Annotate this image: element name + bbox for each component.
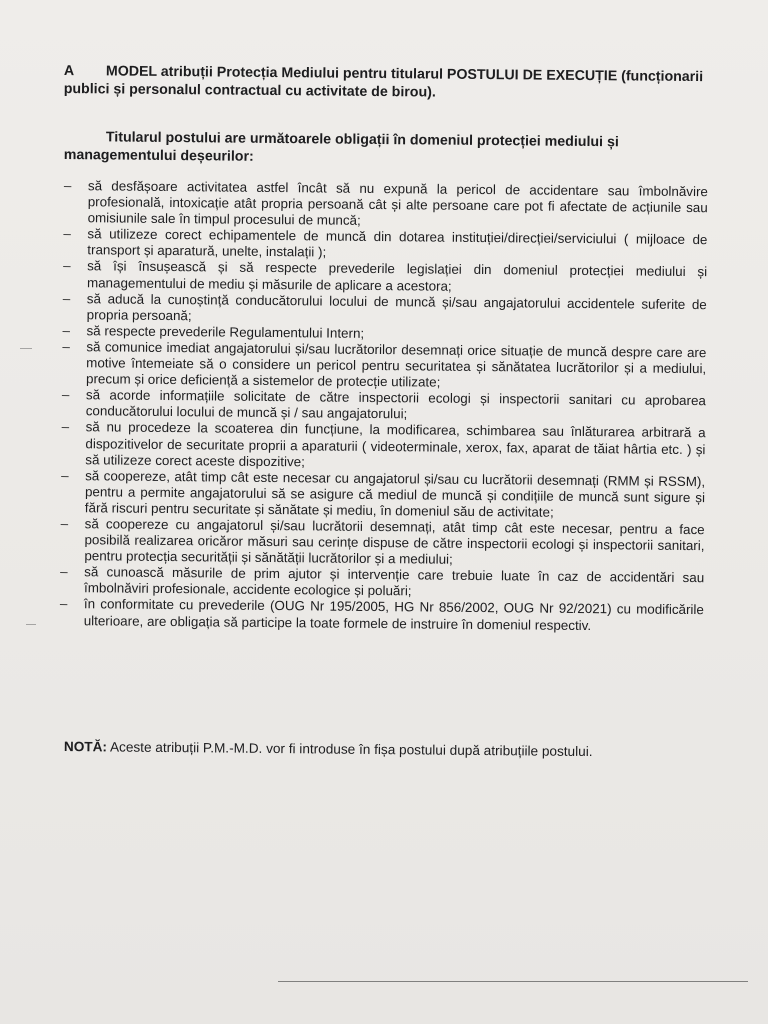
intro-paragraph: Titularul postului are următoarele obligații în domeniul protecției mediului și managementului deșeurilor: (63, 129, 619, 165)
dash-bullet: – (60, 515, 69, 532)
dash-bullet: – (61, 467, 69, 483)
duties-list (60, 178, 708, 635)
list-item (61, 419, 705, 473)
dash-bullet: – (61, 387, 70, 403)
list-item (61, 468, 705, 522)
list-item (62, 339, 706, 393)
document-title (64, 62, 714, 104)
dash-bullet: – (63, 226, 71, 242)
duty-text: să utilizeze corect echipamentele de muncă din dotarea instituției/direcției/serviciului ( mijloace de transport și aparatură, unelte, instalații ); (87, 226, 708, 260)
dash-bullet: – (61, 419, 70, 435)
dash-bullet: – (62, 322, 71, 338)
duty-text: să își însușească și să respecte prevederile legislației din domeniul protecției mediului și managementului de mediu și măsurile de aplicare a acestora; (86, 258, 708, 294)
duty-text: să aducă la cunoștință conducătorului locului de muncă și/sau angajatorului accidentele suferite de propria persoană; (86, 290, 707, 323)
list-item (60, 516, 704, 570)
duty-text: să cunoască măsurile de prim ajutor și intervenție care trebuie luate în caz de accidentări sau îmbolnăviri profesionale, accidente ecologice și poluări; (83, 564, 705, 599)
duty-text: să desfășoare activitatea astfel încât să nu expună la pericol de accidentare sau îmbolnăvire profesională, intoxicație atât propria persoană cât și alte persoane care pot fi afectate de acțiunile sau omisiunile sale în timpul procesului de muncă; (87, 178, 708, 229)
bottom-rule (278, 981, 748, 982)
note-paragraph (64, 738, 744, 762)
duty-text: în conformitate cu prevederile (OUG Nr 195/2005, HG Nr 856/2002, OUG Nr 92/2021) cu modificările ulterioare, are obligația să participe la toate formele de instruire în domeniul respectiv. (83, 596, 704, 633)
dash-bullet: – (62, 290, 71, 306)
note-label: NOTĂ: (63, 738, 108, 755)
list-item (64, 178, 708, 232)
dash-bullet: – (63, 258, 71, 274)
dash-bullet: – (59, 596, 68, 612)
duty-text: să acorde informațiile solicitate de către inspectorii ecologi și inspectorii sanitari cu aprobarea conducătorului locului de muncă și / sau angajatorului; (85, 387, 706, 422)
dash-bullet: – (63, 178, 72, 194)
duty-text: să coopereze cu angajatorul și/sau lucrătorii desemnați, atât timp cât este necesar, pentru a face posibilă realizarea oricăror măsuri sau cerințe dispuse de către inspectorii ecologi și inspectorii sanitari, pentru protecția securității și sănătății lucrătorilor și a mediului; (84, 516, 705, 567)
duty-text: să nu procedeze la scoaterea din funcțiune, la modificarea, schimbarea sau înlăturarea arbitrară a dispozitivelor de securitate proprii a aparaturii ( videoterminale, xerox, fax, aparat de tăiat hârtia etc. ) și să utilizeze corect aceste dispozitive; (85, 419, 706, 469)
note-text: Aceste atribuții P.M.-M.D. vor fi introduse în fișa postului după atribuțiile postului. (109, 739, 593, 760)
margin-mark (26, 624, 36, 625)
dash-bullet: – (60, 564, 68, 580)
section-letter: A (63, 62, 75, 80)
dash-bullet: – (62, 338, 70, 355)
duty-text: să respecte prevederile Regulamentului Intern; (86, 323, 365, 341)
duty-text: să comunice imediat angajatorului și/sau lucrătorilor desemnați orice situație de muncă despre care are motive întemeiate să o considere un pericol pentru securitatea și sănătatea lucrătorilor și a mediului, precum și orice deficiență a sistemelor de protecție utilizate; (86, 339, 707, 390)
list-item (60, 596, 704, 634)
title-text: MODEL atribuții Protecția Mediului pentru titularul POSTULUI DE EXECUȚIE (funcționarii publici și personalul contractual cu activitate de birou). (63, 63, 704, 101)
margin-mark (20, 348, 32, 349)
duty-text: să coopereze, atât timp cât este necesar cu angajatorul și/sau cu lucrătorii desemnați (RMM și RSSM), pentru a permite angajatorului să se asigure că mediul de muncă și condițiile de muncă sunt sigure și fără riscuri pentru securitate și sănătate și mediu, în domeniul său de activitate; (84, 467, 706, 520)
